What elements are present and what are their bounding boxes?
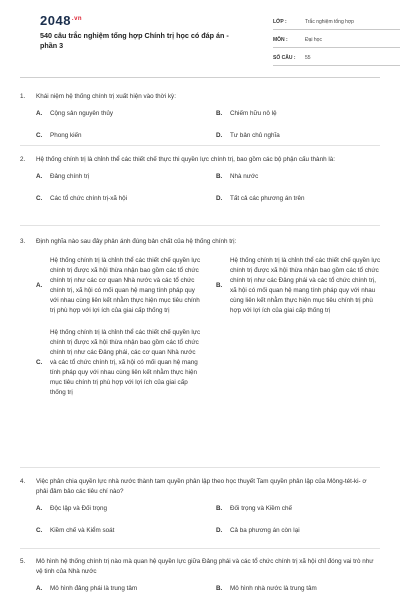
question-number: 2. <box>20 156 26 163</box>
option-b[interactable]: B. Mô hình nhà nước là trung tâm <box>216 585 317 592</box>
question-5 <box>20 557 380 594</box>
question-1 <box>20 92 380 141</box>
header-divider <box>20 77 380 78</box>
option-d[interactable]: D. Tất cả các phương án trên <box>216 195 305 202</box>
option-c[interactable]: C. Các tổ chức chính trị-xã hội <box>36 195 128 202</box>
options-grid <box>36 504 380 536</box>
option-c[interactable]: C. Kiềm chế và Kiểm soát <box>36 527 115 534</box>
question-number: 1. <box>20 93 26 100</box>
options-grid <box>36 256 380 398</box>
exam-meta <box>273 14 400 68</box>
option-a[interactable]: A. Đảng chính trị <box>36 173 90 180</box>
option-b[interactable]: B. Hệ thống chính trị là chỉnh thể các thiết chế quyền lực chính trị được xã hội thừa nhận bao gồm các tổ chức chính trị như các Đảng phái và các tổ chức chính trị, xã hội có mối quan hệ mang tính pháp quy với nhau cùng liên kết nhằm thực hiện mục tiêu chính trị phù hợp với lợi ích của giai cấp thống trị <box>216 257 381 314</box>
site-logo[interactable]: $2048^{.vn}$ <box>40 13 83 28</box>
question-text: Định nghĩa nào sau đây phản ánh đúng bản chất của hệ thống chính trị: <box>36 238 237 245</box>
question-number: 3. <box>20 238 26 245</box>
question-2 <box>20 155 380 204</box>
question-3 <box>20 237 380 398</box>
meta-subject: MÔN : Đại học <box>273 32 400 48</box>
option-a[interactable]: A. Độc lập và Đối trọng <box>36 505 108 512</box>
option-c[interactable]: C. Phong kiến <box>36 132 82 139</box>
question-number: 5. <box>20 558 26 565</box>
question-divider <box>20 467 380 468</box>
meta-question-count: SỐ CÂU : 55 <box>273 50 400 66</box>
option-a[interactable]: A. Cộng sản nguyên thủy <box>36 110 114 117</box>
question-divider <box>20 225 380 226</box>
question-text: Khái niệm hệ thống chính trị xuất hiện vào thời kỳ: <box>36 93 176 100</box>
option-d[interactable]: D. Cả ba phương án còn lại <box>216 527 300 534</box>
option-c[interactable]: C. Hệ thống chính trị là chỉnh thể các thiết chế quyền lực chính trị được xã hội thừa nhận bao gồm các tổ chức chính trị như các Đảng phái, các cơ quan Nhà nước và các tổ chức chính trị, xã hội có mối quan hệ mang tính pháp quy với nhau cùng liên kết nhằm thực hiện mục tiêu chính trị phù hợp với lợi ích của giai cấp thống trị <box>36 329 201 396</box>
question-text: Hệ thống chính trị là chỉnh thể các thiết chế thực thi quyền lực chính trị, bao gồm các bộ phận cấu thành là: <box>36 156 335 163</box>
question-text: Việc phân chia quyền lực nhà nước thành tam quyền phân lập theo học thuyết Tam quyền phân lập của Mông-tét-ki- ơ phải đảm bảo các tiêu chí nào? <box>36 478 367 495</box>
document-title: 540 câu trắc nghiệm tổng hợp Chính trị học có đáp án - phần 3 <box>40 31 229 50</box>
question-divider <box>20 548 380 549</box>
meta-class: LỚP : Trắc nghiệm tổng hợp <box>273 14 400 30</box>
page-header <box>20 0 380 78</box>
options-grid <box>36 172 380 204</box>
question-number: 4. <box>20 478 26 485</box>
option-b[interactable]: B. Nhà nước <box>216 173 259 180</box>
options-grid <box>36 584 380 594</box>
option-b[interactable]: B. Đối trọng và Kiềm chế <box>216 505 292 512</box>
question-4 <box>20 477 380 536</box>
question-text: Mô hình hệ thống chính trị nào mà quan hệ quyền lực giữa Đảng phái và các tổ chức chính trị xã hội chỉ đóng vai trò như vệ tinh của Nhà nước <box>36 558 374 575</box>
option-a[interactable]: A. Mô hình đảng phái là trung tâm <box>36 585 138 592</box>
question-divider <box>20 145 380 146</box>
option-a[interactable]: A. Hệ thống chính trị là chỉnh thể các thiết chế quyền lực chính trị được xã hội thừa nhận bao gồm các tổ chức chính trị như các cơ quan Nhà nước và các tổ chức chính trị, xã hội có mối quan hệ mang tính pháp quy với nhau cùng liên kết nhằm thực hiện mục tiêu chính trị phù hợp với lợi ích của giai cấp thống trị <box>36 257 201 314</box>
option-d[interactable]: D. Tư bản chủ nghĩa <box>216 132 280 139</box>
options-grid <box>36 109 380 141</box>
option-b[interactable]: B. Chiếm hữu nô lệ <box>216 110 277 117</box>
